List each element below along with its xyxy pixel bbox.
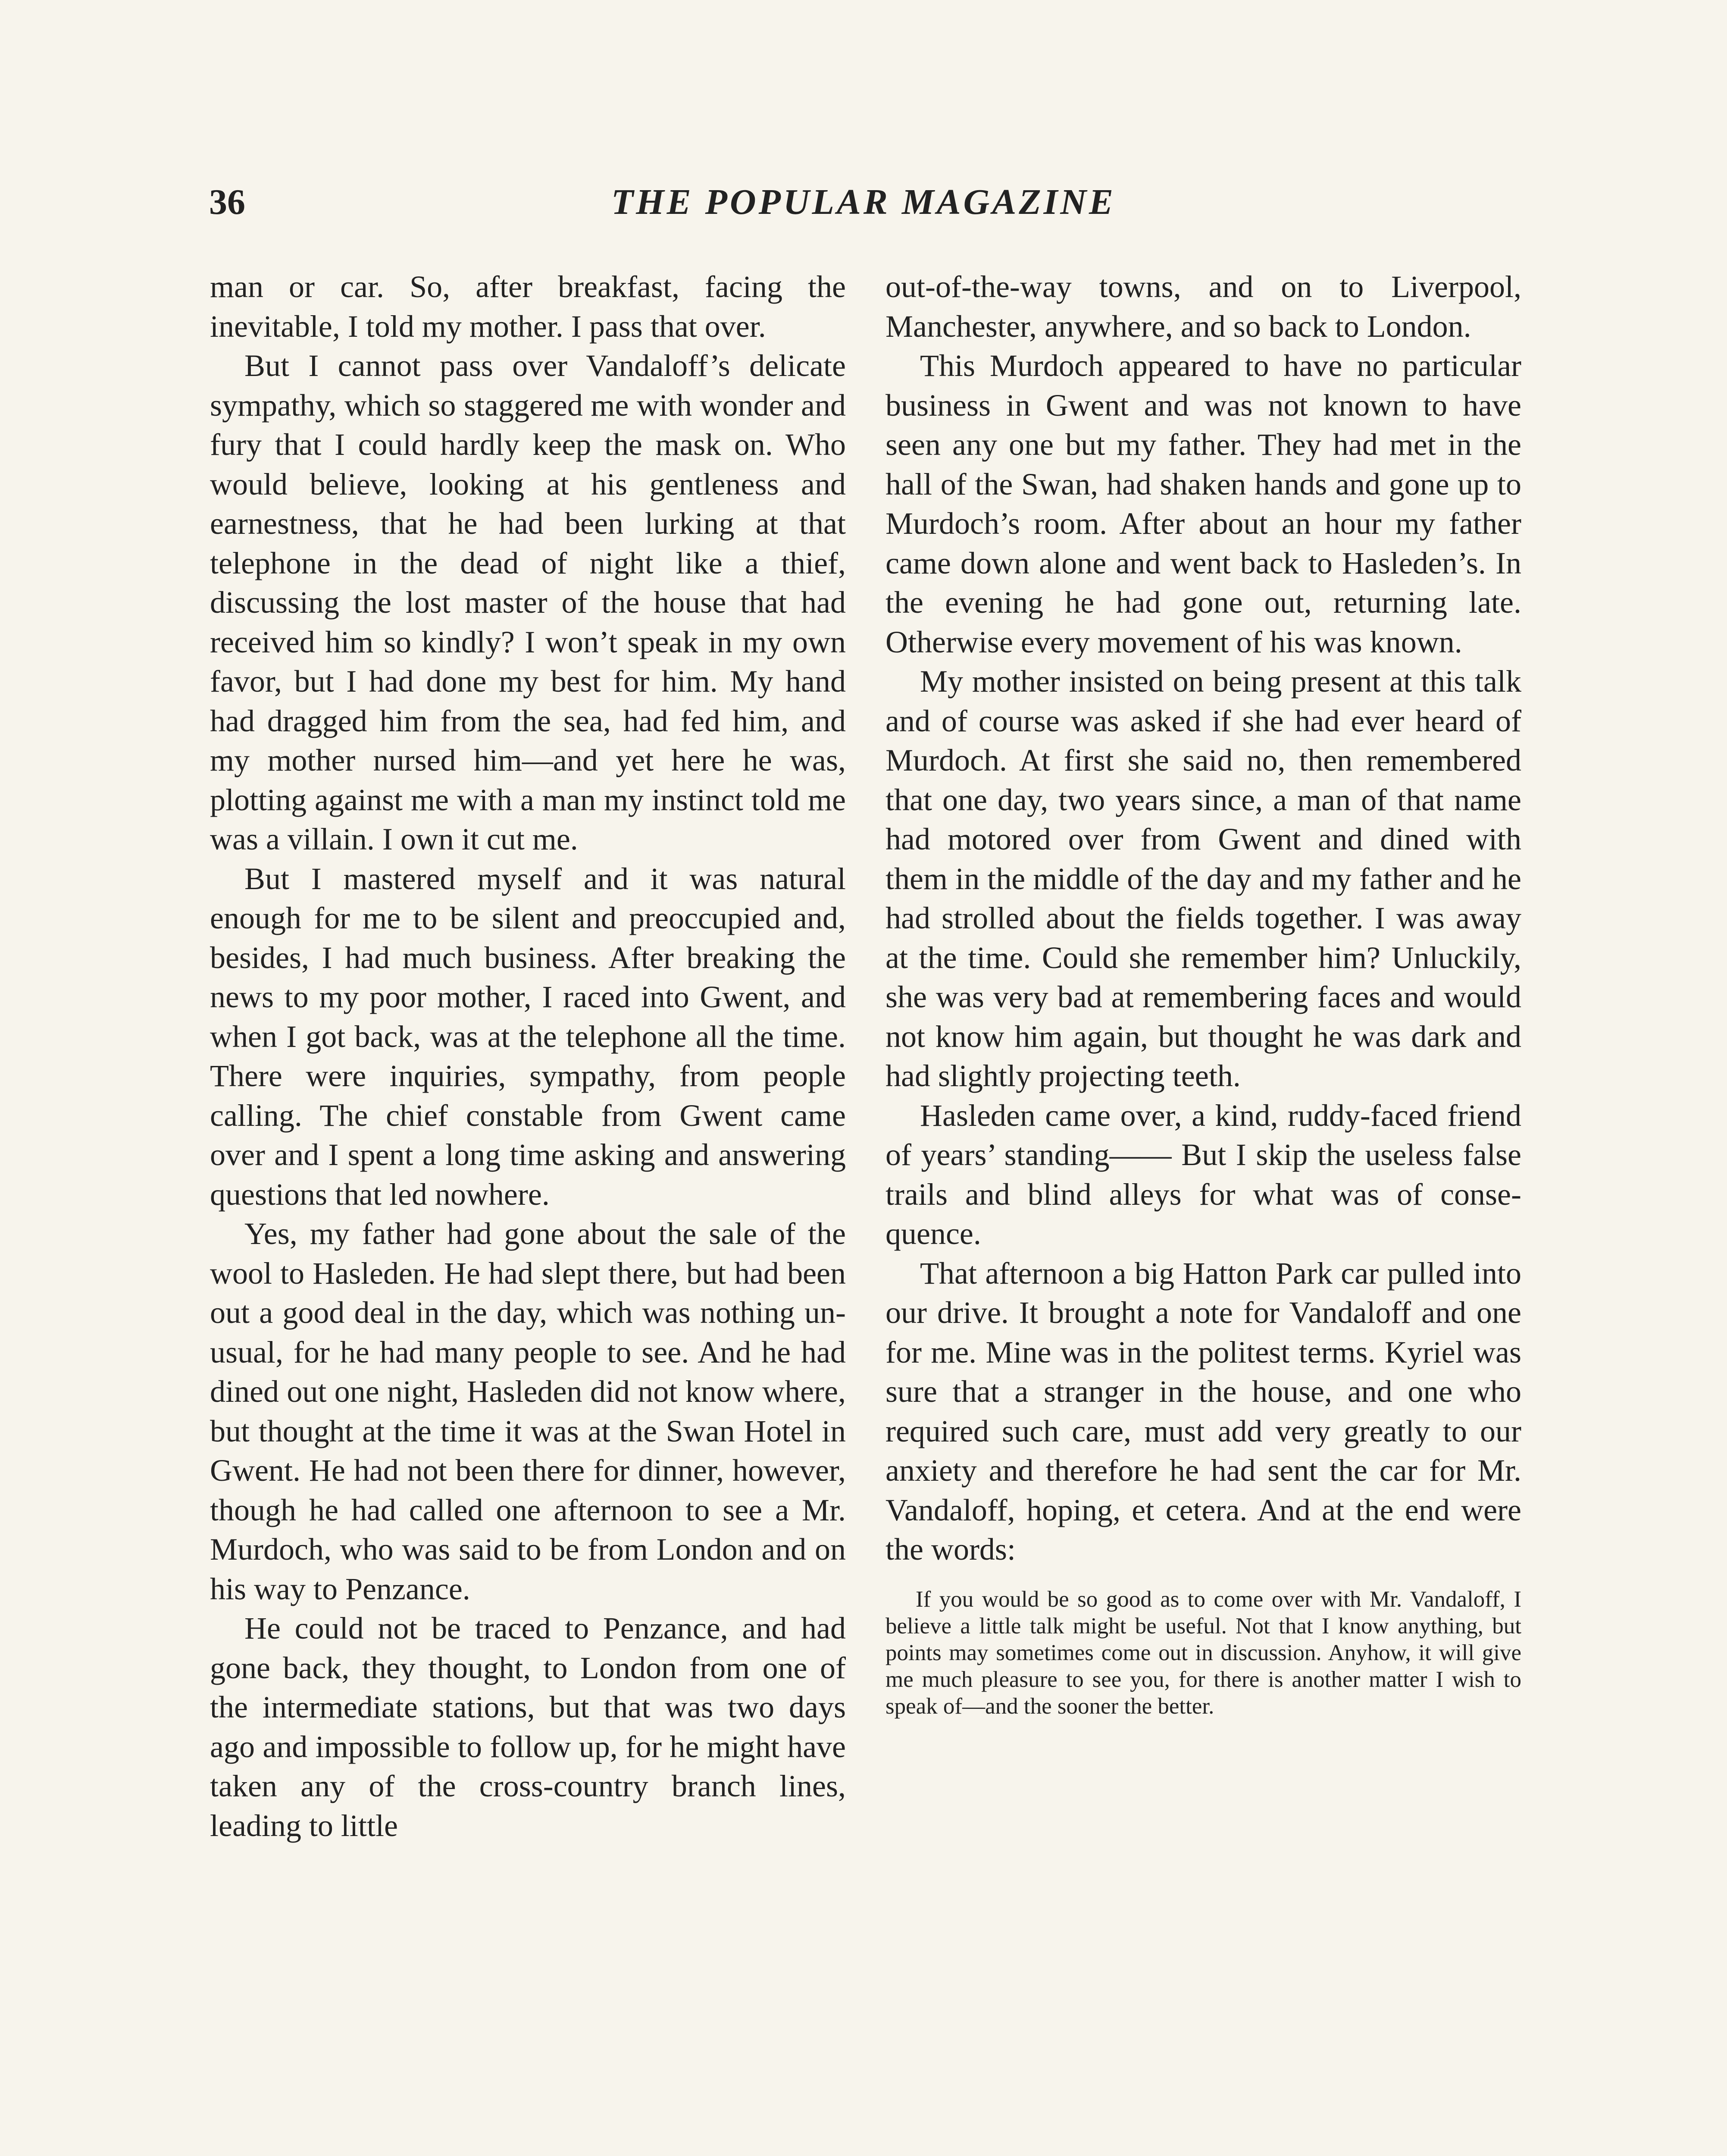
paragraph: Hasleden came over, a kind, ruddy-faced friend of years’ standing—— But I skip the useless false trails and blind alleys for what was of consequence.: [885, 1098, 1521, 1251]
paragraph: This Murdoch appeared to have no particular business in Gwent and was not known to have seen any one but my father. They had met in the hall of the Swan, had shaken hands and gone up to Murdoch’s room. After about an hour my father came down alone and went back to Hasleden’s. In the evening he had gone out, returning late. Otherwise every movement of his was known.: [885, 348, 1521, 659]
paragraph: He could not be traced to Penzance, and had gone back, they thought, to London from one of the intermediate stations, but that was two days ago and impossible to follow up, for he might have taken any of the cross-country branch lines, leading to little: [210, 1611, 846, 1843]
paragraph: out-of-the-way towns, and on to Liverpool, Manchester, anywhere, and so back to London.: [885, 270, 1521, 344]
right-column: [885, 267, 1521, 1720]
page-number: 36: [209, 182, 245, 222]
paragraph: That afternoon a big Hatton Park car pulled into our drive. It brought a note for Vandaloff and one for me. Mine was in the politest terms. Kyriel was sure that a stranger in the house, and one who required such care, must add very greatly to our anxiety and therefore he had sent the car for Mr. Vandaloff, hoping, et cetera. And at the end were the words:: [885, 1256, 1521, 1567]
page-header: [209, 181, 1518, 241]
left-column: [210, 267, 846, 1846]
paragraph: man or car. So, after breakfast, facing the inevitable, I told my mother. I pass that over.: [210, 270, 846, 344]
paragraph: But I cannot pass over Vandaloff’s delicate sympathy, which so staggered me with wonder and fury that I could hardly keep the mask on. Who would believe, looking at his gentleness and earnestness, that he had been lurking at that telephone in the dead of night like a thief, discussing the lost master of the house that had received him so kindly? I won’t speak in my own favor, but I had done my best for him. My hand had dragged him from the sea, had fed him, and my mother nursed him—and yet here he was, plotting against me with a man my instinct told me was a villain. I own it cut me.: [210, 348, 846, 856]
running-title: THE POPULAR MAGAZINE: [611, 182, 1116, 222]
quoted-letter: If you would be so good as to come over with Mr. Vandaloff, I believe a little talk might be useful. Not that I know anything, but points may sometimes come out in discussion. Anyhow, it will give me much pleasure to see you, for there is another matter I wish to speak of—and the sooner the better.: [885, 1586, 1521, 1719]
paragraph: My mother insisted on being present at this talk and of course was asked if she had ever heard of Murdoch. At first she said no, then remembered that one day, two years since, a man of that name had motored over from Gwent and dined with them in the middle of the day and my father and he had strolled about the fields together. I was away at the time. Could she remember him? Unluckily, she was very bad at remembering faces and would not know him again, but thought he was dark and had slightly projecting teeth.: [885, 664, 1521, 1093]
paragraph: Yes, my father had gone about the sale of the wool to Hasleden. He had slept there, but had been out a good deal in the day, which was nothing unusual, for he had many people to see. And he had dined out one night, Hasleden did not know where, but thought at the time it was at the Swan Hotel in Gwent. He had not been there for dinner, however, though he had called one afternoon to see a Mr. Murdoch, who was said to be from London and on his way to Penzance.: [210, 1216, 846, 1606]
paragraph: But I mastered myself and it was natural enough for me to be silent and preoccupied and, besides, I had much business. After breaking the news to my poor mother, I raced into Gwent, and when I got back, was at the telephone all the time. There were inquiries, sympathy, from people calling. The chief constable from Gwent came over and I spent a long time asking and answering questions that led nowhere.: [210, 861, 846, 1212]
